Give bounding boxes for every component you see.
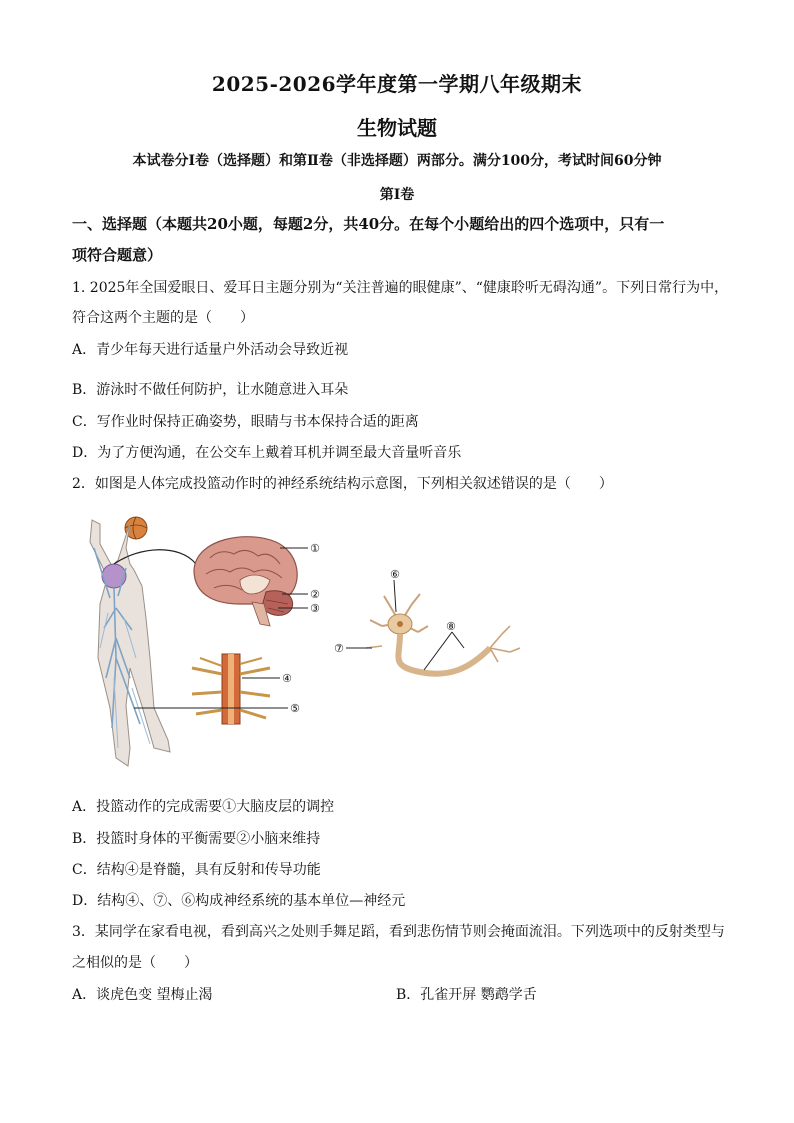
q1-option-d[interactable]: D．为了方便沟通，在公交车上戴着耳机并调至最大音量听音乐: [72, 445, 462, 461]
volume-label: 第Ⅰ卷: [379, 187, 415, 203]
section-heading-line1: 一、选择题（本题共20小题，每题2分，共40分。在每个小题给出的四个选项中，只有一: [72, 215, 665, 233]
exam-instructions: 本试卷分Ⅰ卷（选择题）和第Ⅱ卷（非选择题）两部分。满分100分，考试时间60分钟: [132, 153, 662, 169]
q3-stem-line1: 3．某同学在家看电视，看到高兴之处则手舞足蹈，看到悲伤情节则会掩面流泪。下列选项中的反射类型与: [72, 924, 725, 940]
q2-option-b[interactable]: B．投篮时身体的平衡需要②小脑来维持: [72, 831, 321, 847]
label-5: ⑤: [290, 702, 300, 715]
nervous-system-figure: [70, 508, 530, 770]
q2-option-d[interactable]: D．结构④、⑦、⑥构成神经系统的基本单位—神经元: [72, 893, 406, 909]
label-4: ④: [282, 672, 292, 685]
human-body-figure: [90, 520, 170, 766]
label-8: ⑧: [446, 620, 456, 633]
brain-diagram: [194, 537, 297, 626]
q3-stem-line2: 之相似的是（ ）: [72, 955, 198, 971]
label-1: ①: [310, 542, 320, 555]
spinal-cord-diagram: [192, 654, 270, 724]
q3-option-a[interactable]: A．谈虎色变 望梅止渴: [72, 987, 213, 1003]
q3-option-b[interactable]: B．孔雀开屏 鹦鹉学舌: [396, 987, 537, 1003]
label-7: ⑦: [334, 642, 344, 655]
section-heading-line2: 项符合题意）: [72, 246, 163, 264]
q2-stem: 2．如图是人体完成投篮动作时的神经系统结构示意图，下列相关叙述错误的是（ ）: [72, 476, 613, 492]
label-3: ③: [310, 602, 320, 615]
label-2: ②: [310, 588, 320, 601]
q1-option-b[interactable]: B．游泳时不做任何防护，让水随意进入耳朵: [72, 382, 349, 398]
q2-option-c[interactable]: C．结构④是脊髓，具有反射和传导功能: [72, 862, 321, 878]
q1-option-c[interactable]: C．写作业时保持正确姿势，眼睛与书本保持合适的距离: [72, 414, 419, 430]
subject-title: 生物试题: [357, 116, 437, 140]
q1-stem-line2: 符合这两个主题的是（ ）: [72, 310, 254, 326]
exam-title: 2025-2026学年度第一学期八年级期末: [211, 72, 583, 96]
q1-stem-line1: 1. 2025年全国爱眼日、爱耳日主题分别为“关注普遍的眼健康”、“健康聆听无碍沟通”。下列日常行为中，: [72, 280, 729, 296]
q1-option-a[interactable]: A．青少年每天进行适量户外活动会导致近视: [72, 342, 349, 358]
q2-option-a[interactable]: A．投篮动作的完成需要①大脑皮层的调控: [72, 799, 335, 815]
neuron-diagram: [366, 594, 520, 674]
label-6: ⑥: [390, 568, 400, 581]
